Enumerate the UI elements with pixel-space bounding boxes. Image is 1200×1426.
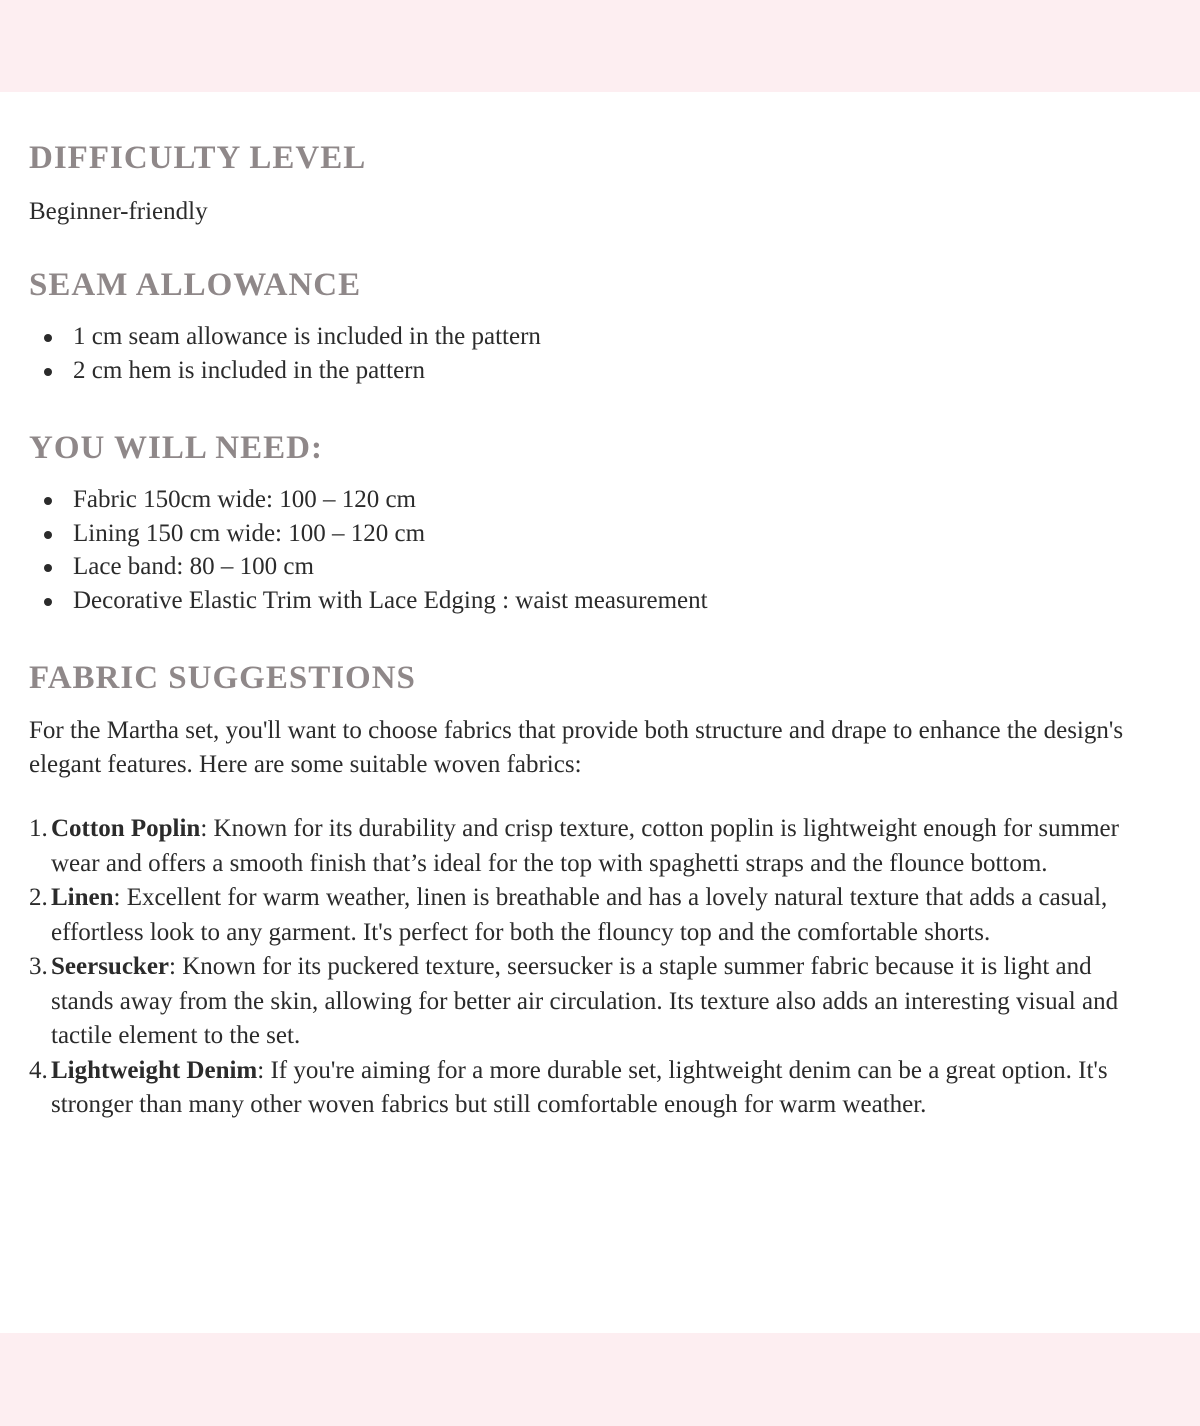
list-item — [29, 584, 1160, 618]
list-item-text: 1 cm seam allowance is included in the pattern — [73, 323, 541, 350]
seam-allowance-heading: SEAM ALLOWANCE — [29, 267, 362, 303]
list-item — [29, 483, 1160, 517]
bullet-icon — [44, 564, 52, 572]
list-item-text: Fabric 150cm wide: 100 – 120 cm — [73, 486, 416, 513]
fabric-description: : Known for its durability and crisp texture, cotton poplin is lightweight enough for summer wear and offers a smooth finish that’s ideal for the top with spaghetti straps and the flounce bottom. — [51, 815, 1119, 877]
list-item — [29, 881, 1160, 950]
fabric-name: Seersucker — [51, 953, 170, 980]
difficulty-section — [29, 142, 1160, 229]
list-item-number: 1. — [29, 815, 48, 842]
bullet-icon — [44, 598, 52, 606]
you-will-need-list — [29, 483, 1160, 617]
list-item-text: Lining 150 cm wide: 100 – 120 cm — [73, 519, 426, 547]
list-item-text: 2 cm hem is included in the pattern — [73, 356, 425, 384]
bullet-icon — [44, 334, 52, 342]
list-item — [29, 1054, 1160, 1123]
fabric-description: : Excellent for warm weather, linen is breathable and has a lovely natural texture that adds a casual, effortless look to any garment. It's perfect for both the flouncy top and the comfortable shorts. — [51, 884, 1108, 946]
seam-allowance-section — [29, 269, 1160, 387]
list-item — [29, 320, 1160, 354]
list-item-text: Decorative Elastic Trim with Lace Edging : waist measurement — [73, 586, 708, 614]
fabric-name: Linen — [51, 884, 114, 911]
list-item — [29, 517, 1160, 551]
list-item-text: Lace band: 80 – 100 cm — [73, 553, 314, 580]
list-item — [29, 354, 1160, 388]
you-will-need-section — [29, 432, 1160, 617]
list-item — [29, 812, 1160, 881]
fabric-suggestions-intro: For the Martha set, you'll want to choose fabrics that provide both structure and drape to enhance the design's elegant features. Here are some suitable woven fabrics: — [29, 717, 1124, 778]
fabric-description: : If you're aiming for a more durable set, lightweight denim can be a great option. It's stronger than many other woven fabrics but still comfortable enough for warm weather. — [51, 1056, 1108, 1118]
document-content — [0, 92, 1200, 1333]
list-item — [29, 950, 1160, 1054]
bullet-icon — [44, 368, 52, 376]
list-item-number: 3. — [29, 953, 48, 980]
you-will-need-heading: YOU WILL NEED: — [29, 430, 323, 466]
fabric-description: : Known for its puckered texture, seersucker is a staple summer fabric because it is light and stands away from the skin, allowing for better air circulation. Its texture also adds an interesting visual and tactile element to the set. — [51, 953, 1119, 1049]
difficulty-heading: DIFFICULTY LEVEL — [29, 140, 367, 176]
bullet-icon — [44, 497, 52, 505]
list-item-number: 2. — [29, 884, 48, 911]
fabric-suggestions-list — [29, 812, 1160, 1123]
fabric-name: Cotton Poplin — [51, 815, 201, 842]
fabric-name: Lightweight Denim — [51, 1056, 258, 1084]
difficulty-value: Beginner-friendly — [29, 198, 208, 225]
bullet-icon — [44, 531, 52, 539]
top-pink-band — [0, 0, 1200, 92]
list-item-number: 4. — [29, 1056, 48, 1084]
fabric-suggestions-heading: FABRIC SUGGESTIONS — [29, 660, 416, 696]
seam-allowance-list — [29, 320, 1160, 387]
list-item — [29, 550, 1160, 584]
fabric-suggestions-section — [29, 662, 1160, 1123]
bottom-pink-band — [0, 1333, 1200, 1426]
